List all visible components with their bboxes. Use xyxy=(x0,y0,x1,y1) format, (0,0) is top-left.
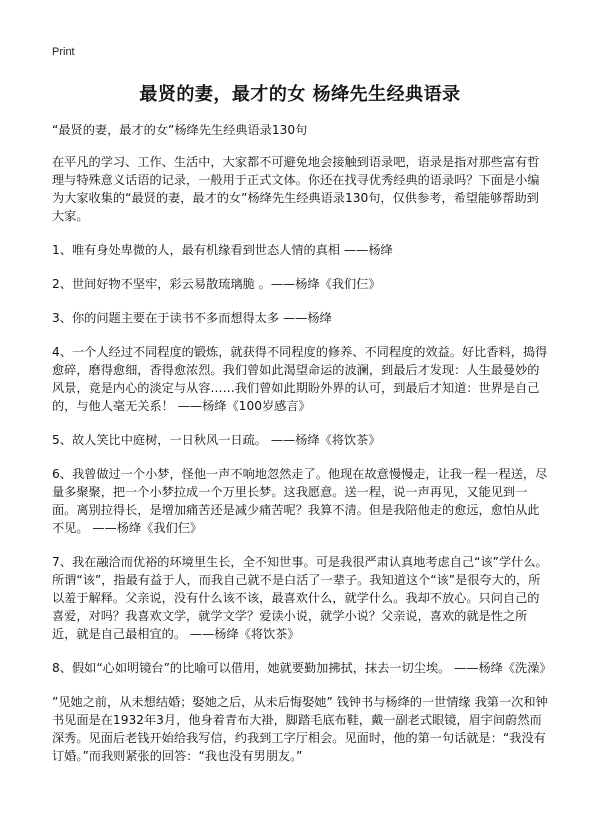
quote-item: 1、唯有身处卑微的人，最有机缘看到世态人情的真相 ——杨绛 xyxy=(52,243,393,257)
quote-item: 4、一个人经过不同程度的锻炼，就获得不同程度的修养、不同程度的效益。好比香料，捣得愈碎，磨得愈细，香得愈浓烈。我们曾如此渴望命运的波澜，到最后才发现：人生最曼妙的风景，竟是内心的淡定与从容……我们曾如此期盼外界的认可，到最后才知道：世界是自己的，与他人毫无关系！ ——杨绛《100岁感言》 xyxy=(52,345,548,413)
page-title: 最贤的妻，最才的女 杨绛先生经典语录 xyxy=(139,84,461,105)
closing-paragraph: ”见她之前，从未想结婚；娶她之后，从未后悔娶她” 钱钟书与杨绛的一世情缘 我第一次和钟书见面是在1932年3月，他身着青布大褂，脚踏毛底布鞋，戴一副老式眼镜，眉宇间蔚然而深秀。见面后老钱开始给我写信，约我到工字厅相会。见面时，他的第一句话就是：“我没有订婚。”而我则紧张的回答：“我也没有男朋友。” xyxy=(52,695,548,763)
quote-item: 7、我在融洽而优裕的环境里生长，全不知世事。可是我很严肃认真地考虑自己“该”学什么。所谓“该”，指最有益于人，而我自己就不是白活了一辈子。我知道这个“该”是很夸大的，所以羞于解释。父亲说，没有什么该不该，最喜欢什么，就学什么。我却不放心。只问自己的喜爱，对吗？我喜欢文学，就学文学？爱读小说，就学小说？父亲说，喜欢的就是性之所近，就是自己最相宜的。 ——杨绛《将饮茶》 xyxy=(52,555,548,641)
print-label[interactable]: Print xyxy=(52,46,75,58)
quote-item: 8、假如“心如明镜台”的比喻可以借用，她就要勤加拂拭，抹去一切尘埃。 ——杨绛《洗澡》 xyxy=(52,661,552,675)
quote-item: 5、故人笑比中庭树，一日秋风一日疏。 ——杨绛《将饮茶》 xyxy=(52,433,381,447)
quote-item: 3、你的问题主要在于读书不多而想得太多 ——杨绛 xyxy=(52,311,332,325)
intro-paragraph: 在平凡的学习、工作、生活中，大家都不可避免地会接触到语录吧，语录是指对那些富有哲理与特殊意义话语的记录，一般用于正式文体。你还在找寻优秀经典的语录吗？下面是小编为大家收集的“最贤的妻，最才的女”杨绛先生经典语录130句，仅供参考，希望能够帮助到大家。 xyxy=(52,155,540,223)
article-body xyxy=(52,121,550,781)
quote-item: 6、我曾做过一个小梦，怪他一声不响地忽然走了。他现在故意慢慢走，让我一程一程送，尽量多聚聚，把一个小梦拉成一个万里长梦。这我愿意。送一程，说一声再见，又能见到一面。离别拉得长，是增加痛苦还是减少痛苦呢？我算不清。但是我陪他走的愈远，愈怕从此不见。 ——杨绛《我们仨》 xyxy=(52,467,548,535)
article-subtitle: “最贤的妻，最才的女”杨绛先生经典语录130句 xyxy=(52,123,308,137)
quote-item: 2、世间好物不坚牢，彩云易散琉璃脆 。——杨绛《我们仨》 xyxy=(52,277,381,291)
